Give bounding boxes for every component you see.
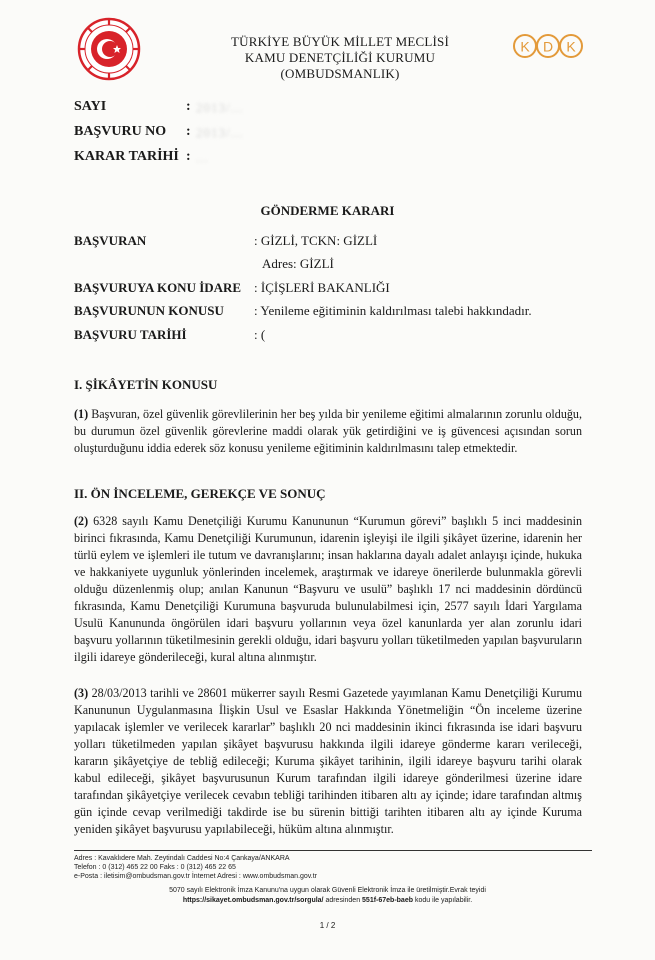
basvuru-no-label: BAŞVURU NO: [74, 124, 167, 139]
verify-code: 551f-67eb-baeb: [362, 897, 413, 904]
decision-title: GÖNDERME KARARI: [260, 203, 395, 218]
basvuran-value: : GİZLİ, TCKN: GİZLİ: [254, 233, 378, 248]
idare-label: BAŞVURUYA KONU İDARE: [74, 280, 242, 295]
page-number: 1 / 2: [319, 921, 336, 930]
institution-line-2: KAMU DENETÇİLİĞİ KURUMU: [244, 50, 436, 65]
paragraph-3: [74, 685, 582, 838]
konu-value: : Yenileme eğitiminin kaldırılması talebi hakkındadır.: [254, 303, 532, 318]
verify-link[interactable]: https://sikayet.ombudsman.gov.tr/sorgula/: [182, 897, 324, 904]
sayi-colon: :: [186, 99, 191, 114]
paragraph-3-text: 28/03/2013 tarihli ve 28601 mükerrer sayılı Resmi Gazetede yayımlanan Kamu Denetçiliği Kurumu Kanununun Uygulanmasına İlişkin Usul ve Esaslar Hakkında Yönetmeliğin “Ön inceleme üzerine yapılacak işlemler ve verilecek kararlar” başlıklı 20 nci maddesinin ikinci fıkrasında ise idari başvuru yolları tüketilmeden yapılan şikâyet başvurusu hakkında ilgili idareye gönderme kararı verileceği, kararın şikâyetçiye de tebliğ edileceği; Kuruma şikâyet tarihinin, ilgili idareye başvuru tarihi olarak kabul edileceği, şikâyet başvurusunun Kurum tarafından ilgili idareye gönderilmesi üzerine idare tarafından şikâyetçiye verilecek cevabın tebliği tarihinden itibaren altı ay içinde; idare tarafından altmış gün içinde cevap verilmediği takdirde ise bu sürenin bittiği tarihten itibaren altı ay içinde Kuruma yeniden şikâyet başvurusu yapılabileceği, hüküm altına alınmıştır.: [74, 686, 582, 836]
kdk-logo-icon: [512, 22, 584, 70]
footer-address: Adres : Kavaklıdere Mah. Zeytindalı Caddesi No:4 Çankaya/ANKARA: [74, 855, 290, 862]
paragraph-2-number: (2): [74, 514, 89, 528]
paragraph-1-number: (1): [74, 407, 89, 421]
section-2-heading: II. ÖN İNCELEME, GEREKÇE VE SONUÇ: [74, 486, 326, 501]
esign-line-2-end: kodu ile yapılabilir.: [413, 897, 473, 904]
kdk-letter-2: D: [542, 38, 554, 55]
karar-tarihi-value: ...: [196, 150, 209, 165]
idare-value: : İÇİŞLERİ BAKANLIĞI: [254, 280, 390, 295]
tarih-label: BAŞVURU TARİHİ: [74, 327, 187, 342]
paragraph-3-number: (3): [74, 686, 89, 700]
footer-rule: [74, 850, 592, 851]
footer-email: e-Posta : iletisim@ombudsman.gov.tr İnternet Adresi : www.ombudsman.gov.tr: [74, 873, 318, 880]
section-1-heading: I. ŞİKÂYETİN KONUSU: [74, 377, 218, 392]
karar-tarihi-colon: :: [186, 149, 191, 164]
sayi-label: SAYI: [74, 99, 107, 114]
basvuru-no-value: 2013/...: [196, 125, 244, 140]
paragraph-2: [74, 513, 582, 666]
paragraph-2-text: 6328 sayılı Kamu Denetçiliği Kurumu Kanununun “Kurumun görevi” başlıklı 5 inci maddesinin birinci fıkrasında, Kamu Denetçiliği Kurumunun, idarenin işleyişi ile ilgili şikâyet üzerine, idarenin her türlü eylem ve işlemleri ile tutum ve davranışlarını; insan haklarına dayalı adalet anlayışı içinde, hukuka ve hakkaniyete uygunluk yönlerinden incelemek, araştırmak ve idareye önerilerde bulunmakla görevli olduğu düzenlenmiş olup; anılan Kanunun “Başvuru ve usulü” başlıklı 17 nci maddesinin dördüncü fıkrasında, Kamu Denetçiliği Kurumuna başvuruda bulunulabilmesi için, 2577 sayılı İdari Yargılama Usulü Kanununda öngörülen idari başvuru yollarının veya özel kanunlarda yer alan zorunlu idari başvuru yollarının tüketilmesinin gerekli olduğu, idari başvuru yolları tüketilmeden yapılan başvuruların ilgili idareye gönderileceği, kural altına alınmıştır.: [74, 514, 582, 664]
institution-line-1: TÜRKİYE BÜYÜK MİLLET MECLİSİ: [230, 34, 450, 49]
konu-label: BAŞVURUNUN KONUSU: [74, 303, 224, 318]
tbmm-emblem-icon: [77, 17, 141, 81]
karar-tarihi-label: KARAR TARİHİ: [74, 149, 179, 164]
institution-line-3: (OMBUDSMANLIK): [280, 66, 400, 81]
adres-value: Adres: GİZLİ: [262, 256, 334, 271]
kdk-letter-1: K: [520, 38, 530, 55]
tarih-value: : (: [254, 327, 266, 342]
footer-phone: Telefon : 0 (312) 465 22 00 Faks : 0 (312) 465 22 65: [74, 864, 236, 871]
paragraph-1-text: Başvuran, özel güvenlik görevlilerinin her beş yılda bir yenileme eğitimi almalarının zorunlu olduğu, bu durumun özel güvenlik görevlerine maddi olarak yük getirdiğini ve iş güvencesi açısından sorun oluşturduğunu iddia ederek söz konusu yenileme eğitiminin kaldırılmasını talep etmektedir.: [74, 407, 582, 455]
esign-line-2: [0, 896, 655, 906]
kdk-letter-3: K: [566, 38, 576, 55]
basvuru-no-colon: :: [186, 124, 191, 139]
institution-header: [190, 34, 490, 82]
paragraph-1: [74, 406, 582, 457]
esign-line-1: 5070 sayılı Elektronik İmza Kanunu'na uygun olarak Güvenli Elektronik İmza ile üretilmiştir.Evrak teyidi: [169, 887, 486, 894]
basvuran-label: BAŞVURAN: [74, 233, 147, 248]
sayi-value: 2013/...: [196, 100, 244, 115]
esign-line-2-mid: adresinden: [323, 897, 363, 904]
